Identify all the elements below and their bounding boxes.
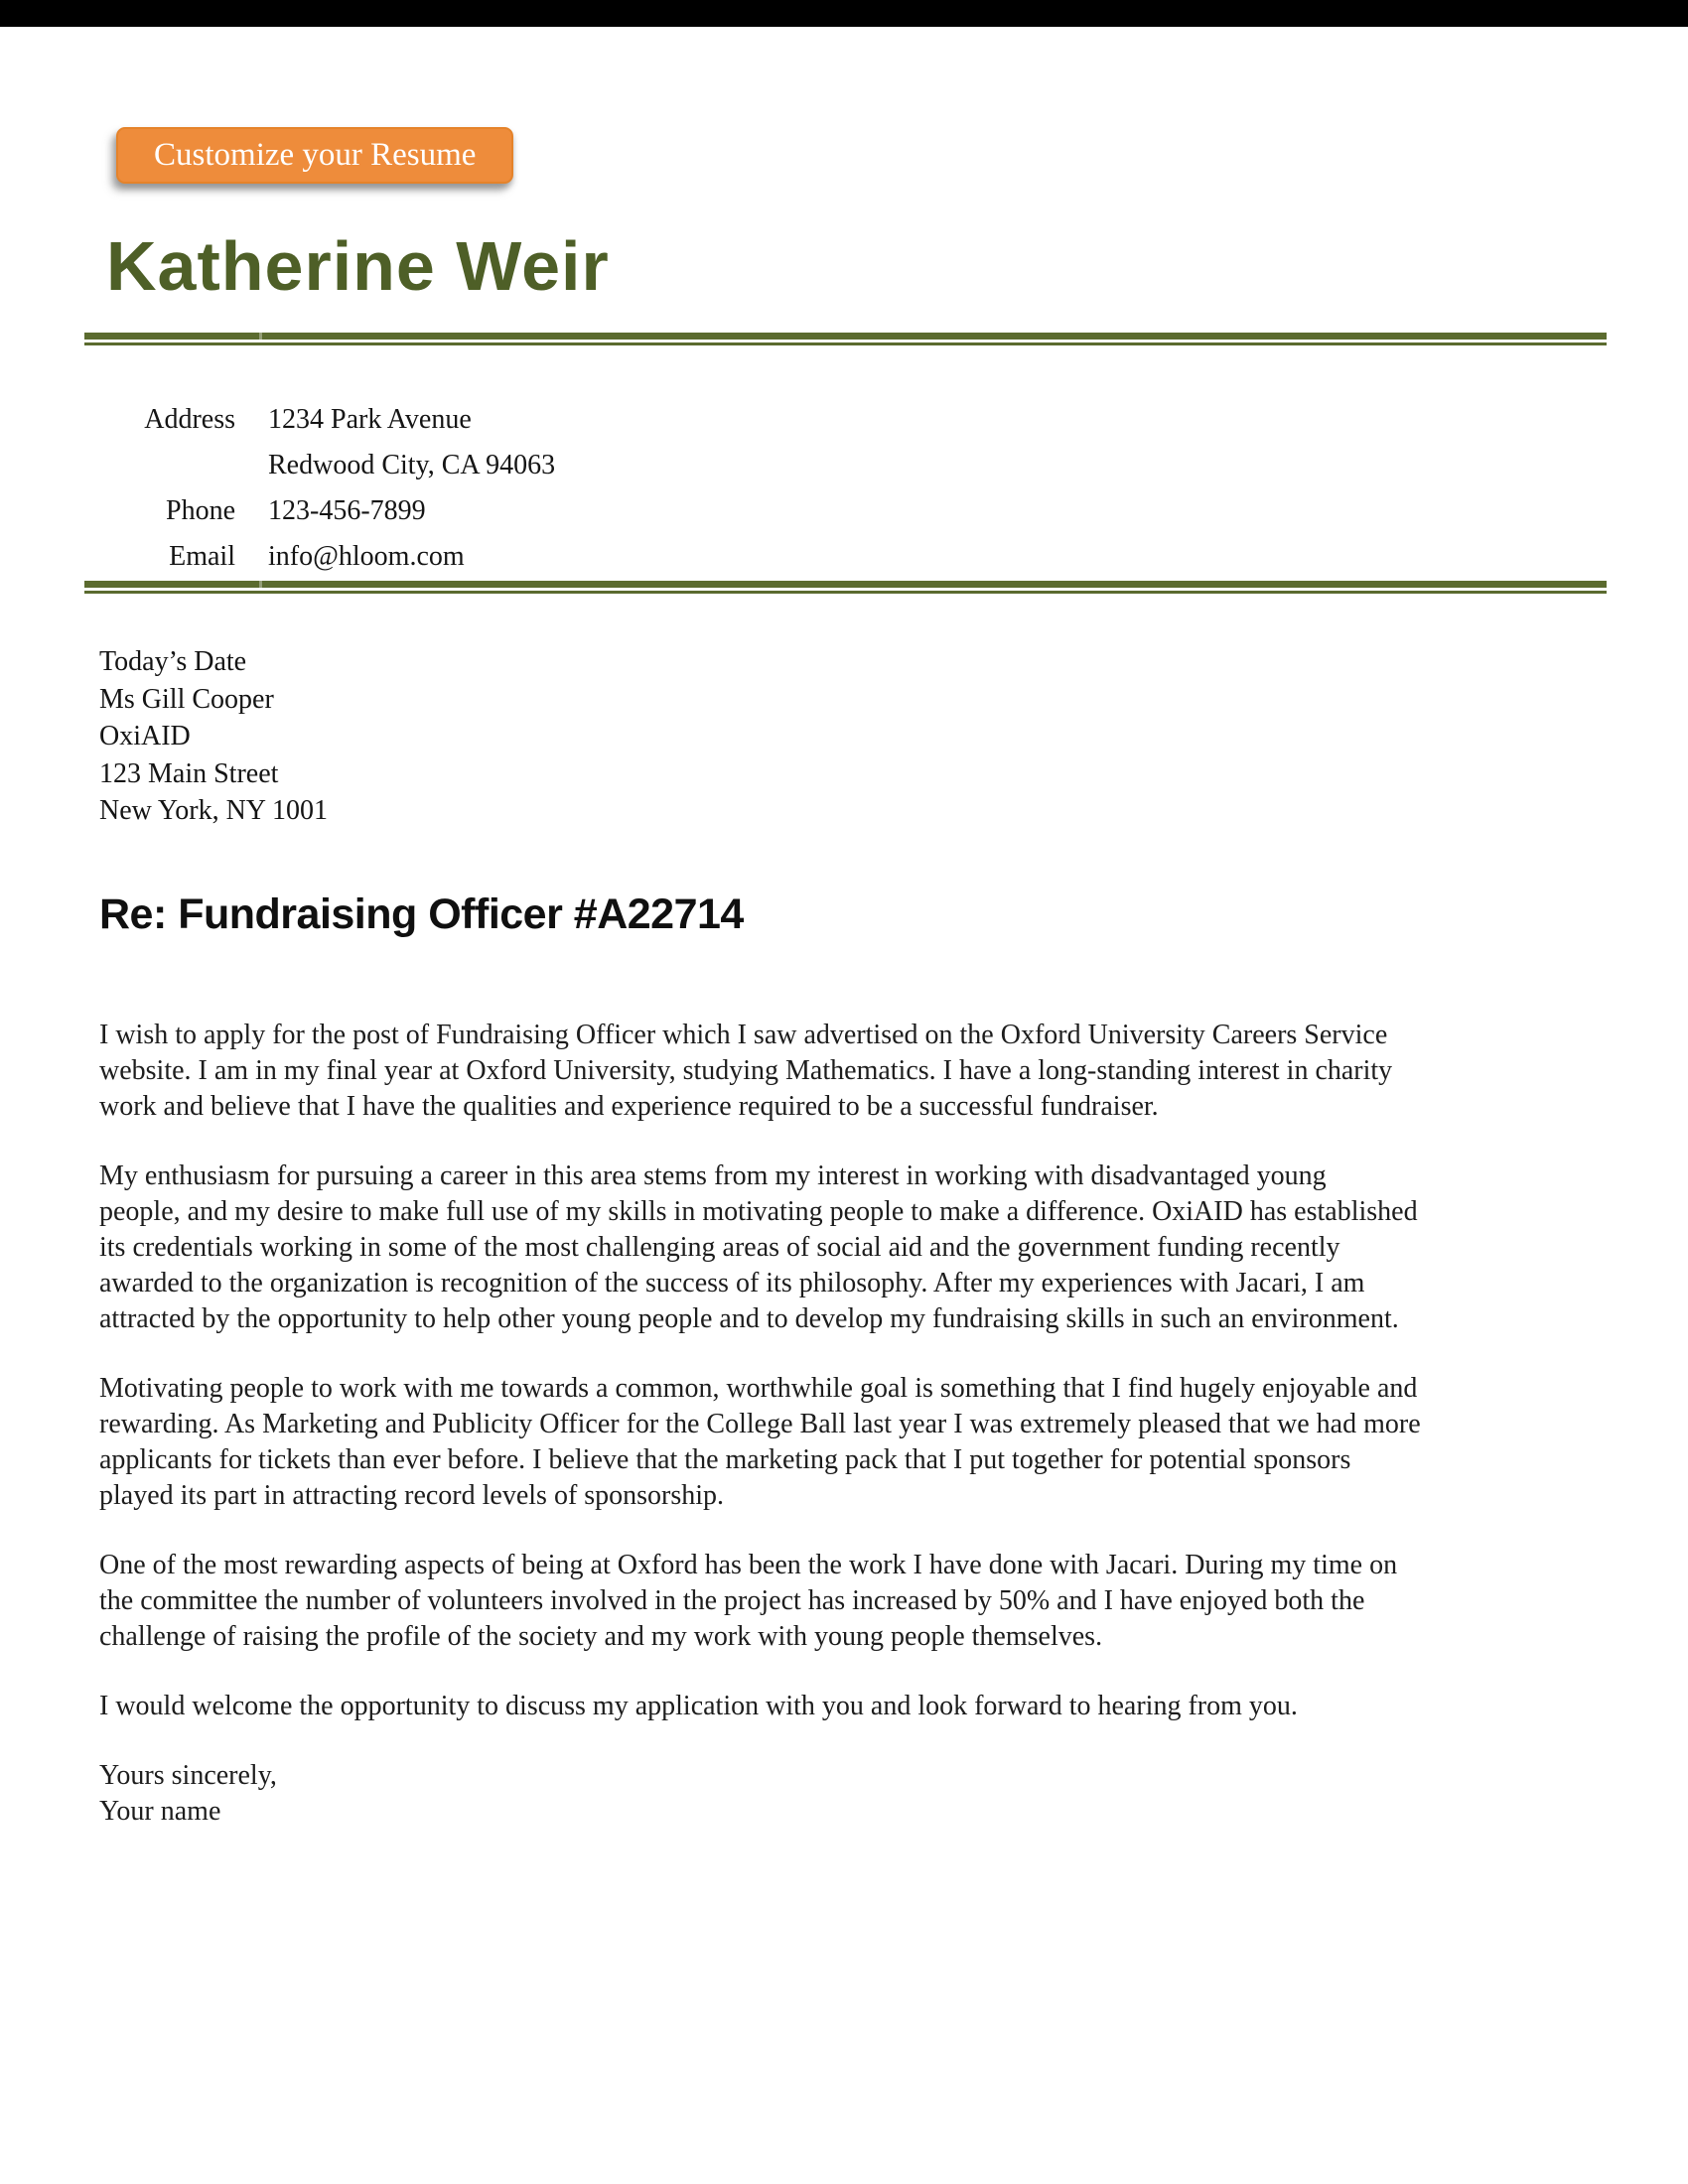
- closing-signature: Yours sincerely, Your name: [99, 1760, 277, 1827]
- top-black-bar: [0, 0, 1688, 27]
- contact-info-block: [84, 397, 555, 580]
- recipient-address-block: Today’s Date Ms Gill Cooper OxiAID 123 Main Street New York, NY 1001: [99, 646, 328, 826]
- header-divider-top: [84, 333, 1607, 345]
- contact-label-email: Email: [169, 541, 235, 572]
- divider-seam: [259, 581, 262, 588]
- contact-value-address-line1: 1234 Park Avenue: [268, 404, 472, 435]
- header-divider-bottom: [84, 581, 1607, 594]
- contact-value-address-line2: Redwood City, CA 94063: [268, 450, 556, 480]
- subject-line: Re: Fundraising Officer #A22714: [99, 890, 744, 938]
- paragraph-2: My enthusiasm for pursuing a career in this area stems from my interest in working with disadvantaged young people, and my desire to make full use of my skills in motivating people to make a difference. OxiAID has established its credentials working in some of the most challenging areas of social aid and the government funding recently awarded to the organization is recognition of the success of its philosophy. After my experiences with Jacari, I am attracted by the opportunity to help other young people and to develop my fundraising skills in such an environment.: [99, 1160, 1418, 1334]
- contact-value-email: info@hloom.com: [268, 541, 465, 572]
- divider-seam: [259, 333, 262, 340]
- paragraph-1: I wish to apply for the post of Fundraising Officer which I saw advertised on the Oxford University Careers Service website. I am in my final year at Oxford University, studying Mathematics. I have a long-standing interest in charity work and believe that I have the qualities and experience required to be a successful fundraiser.: [99, 1020, 1393, 1122]
- paragraph-5: I would welcome the opportunity to discuss my application with you and look forward to hearing from you.: [99, 1691, 1298, 1721]
- paragraph-3: Motivating people to work with me towards a common, worthwhile goal is something that I find hugely enjoyable and rewarding. As Marketing and Publicity Officer for the College Ball last year I was extremely pleased that we had more applicants for tickets than ever before. I believe that the marketing pack that I put together for potential sponsors played its part in attracting record levels of sponsorship.: [99, 1373, 1421, 1511]
- contact-label-blank: [84, 443, 235, 488]
- contact-label-phone: Phone: [166, 495, 235, 526]
- contact-value-phone: 123-456-7899: [268, 495, 426, 526]
- customize-resume-button[interactable]: Customize your Resume: [116, 127, 513, 184]
- letter-body: [99, 1018, 1618, 1863]
- paragraph-4: One of the most rewarding aspects of being at Oxford has been the work I have done with Jacari. During my time on the committee the number of volunteers involved in the project has increased by 50% and I have enjoyed both the challenge of raising the profile of the society and my work with young people themselves.: [99, 1550, 1398, 1652]
- candidate-name-heading: Katherine Weir: [106, 227, 610, 305]
- contact-label-address: Address: [144, 404, 235, 435]
